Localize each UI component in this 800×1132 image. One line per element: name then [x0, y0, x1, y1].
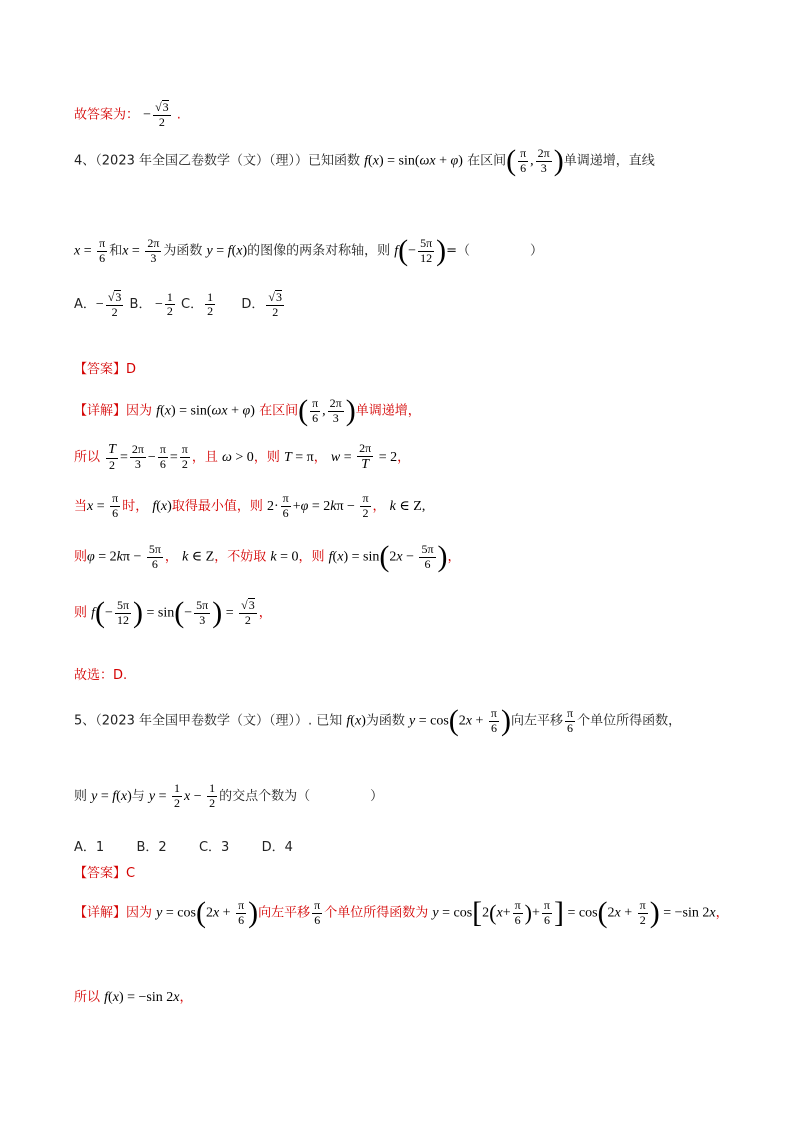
- q4-stem-line1: 4、（2023 年全国乙卷数学（文）（理））已知函数 f(x) = sin(ωx + φ) 在区间( $\frac{\pi}{6}$ , $\frac{2\pi}{3}$ )单调递增，直线: [74, 144, 655, 177]
- q4-detail-line3: 当x = $\frac{\pi}{6}$ 时， f(x)取得最小值，则 2· $\frac{\pi}{6}$ +φ = 2kπ − $\frac{\pi}{2}$ ， k ∈ Z,: [74, 491, 426, 520]
- option-b: B．2: [136, 840, 167, 855]
- q5-options: [74, 836, 740, 855]
- q5-number: 5、: [74, 713, 96, 729]
- option-d: D． $\frac{√3}{2}$: [241, 290, 282, 319]
- q4-detail-line2: 所以 $\frac{T}{2}$ = $\frac{2\pi}{3}$ − $\frac{\pi}{6}$ = $\frac{\pi}{2}$ ，且 ω > 0，则 T = π， w = $\frac{2\pi}{T}$ = 2，: [74, 441, 411, 473]
- q4-stem-line2: x = $\frac{\pi}{6}$ 和x = $\frac{2\pi}{3}$ 为函数 y = f(x)的图像的两条对称轴，则 f(− $\frac{5\pi}{12}$ )=（ ）: [74, 234, 544, 267]
- q5-source: （2023 年全国甲卷数学（文）（理））: [95, 713, 308, 729]
- q5-stem-line1: 5、（2023 年全国甲卷数学（文）（理））. 已知 f(x)为函数 y = cos(2x + $\frac{\pi}{6}$ )向左平移 $\frac{\pi}{6}$ 个单位所得函数，: [74, 704, 682, 737]
- q4-source: （2023 年全国乙卷数学（文）（理））: [95, 153, 308, 169]
- q5-answer: 【答案】C: [74, 866, 136, 881]
- q5-detail-line2: 所以 f(x) = −sin 2x，: [74, 990, 193, 1005]
- previous-answer-line: 故答案为： − $\frac{√3}{2}$ .: [74, 100, 181, 129]
- q5-stem-line2: 则 y = f(x)与 y = $\frac{1}{2}$ x − $\frac{1}{2}$ 的交点个数为（ ）: [74, 781, 384, 810]
- q4-detail-line1: 【详解】因为 f(x) = sin(ωx + φ) 在区间( $\frac{\pi}{6}$ , $\frac{2\pi}{3}$ )单调递增，: [74, 394, 421, 427]
- option-c: C． $\frac{1}{2}$: [181, 289, 214, 319]
- q4-number: 4、: [74, 153, 96, 169]
- option-c: C．3: [198, 840, 230, 855]
- q4-options: [74, 290, 740, 320]
- answer-lead: 故答案为：: [74, 107, 140, 123]
- q5-detail-line1: 【详解】因为 y = cos(2x + $\frac{\pi}{6}$ )向左平移 $\frac{\pi}{6}$ 个单位所得函数为 y = cos[2(x+ $\frac{\pi}{6}$ )+ $\frac{\pi}{6}$ ] = cos(2x + $\frac{\pi}{2}$ ) = −sin 2x，: [74, 896, 729, 929]
- option-a: A．− $\frac{√3}{2}$: [74, 290, 122, 319]
- q4-detail-line5: 则 f(− $\frac{5\pi}{12}$ ) = sin(− $\frac{5\pi}{3}$ ) = $\frac{√3}{2}$ ，: [74, 596, 272, 629]
- option-d: D．4: [261, 840, 293, 855]
- option-b: B． − $\frac{1}{2}$: [129, 289, 173, 319]
- q4-choose: 故选：D.: [74, 668, 128, 683]
- option-a: A．1: [74, 840, 105, 855]
- q4-detail-line4: 则φ = 2kπ − $\frac{5\pi}{6}$ ， k ∈ Z，不妨取 k = 0，则 f(x) = sin(2x − $\frac{5\pi}{6}$ )，: [74, 540, 461, 573]
- neg-sqrt3-over-2: $\frac{√3}{2}$: [155, 100, 169, 129]
- q4-answer: 【答案】D: [74, 362, 137, 377]
